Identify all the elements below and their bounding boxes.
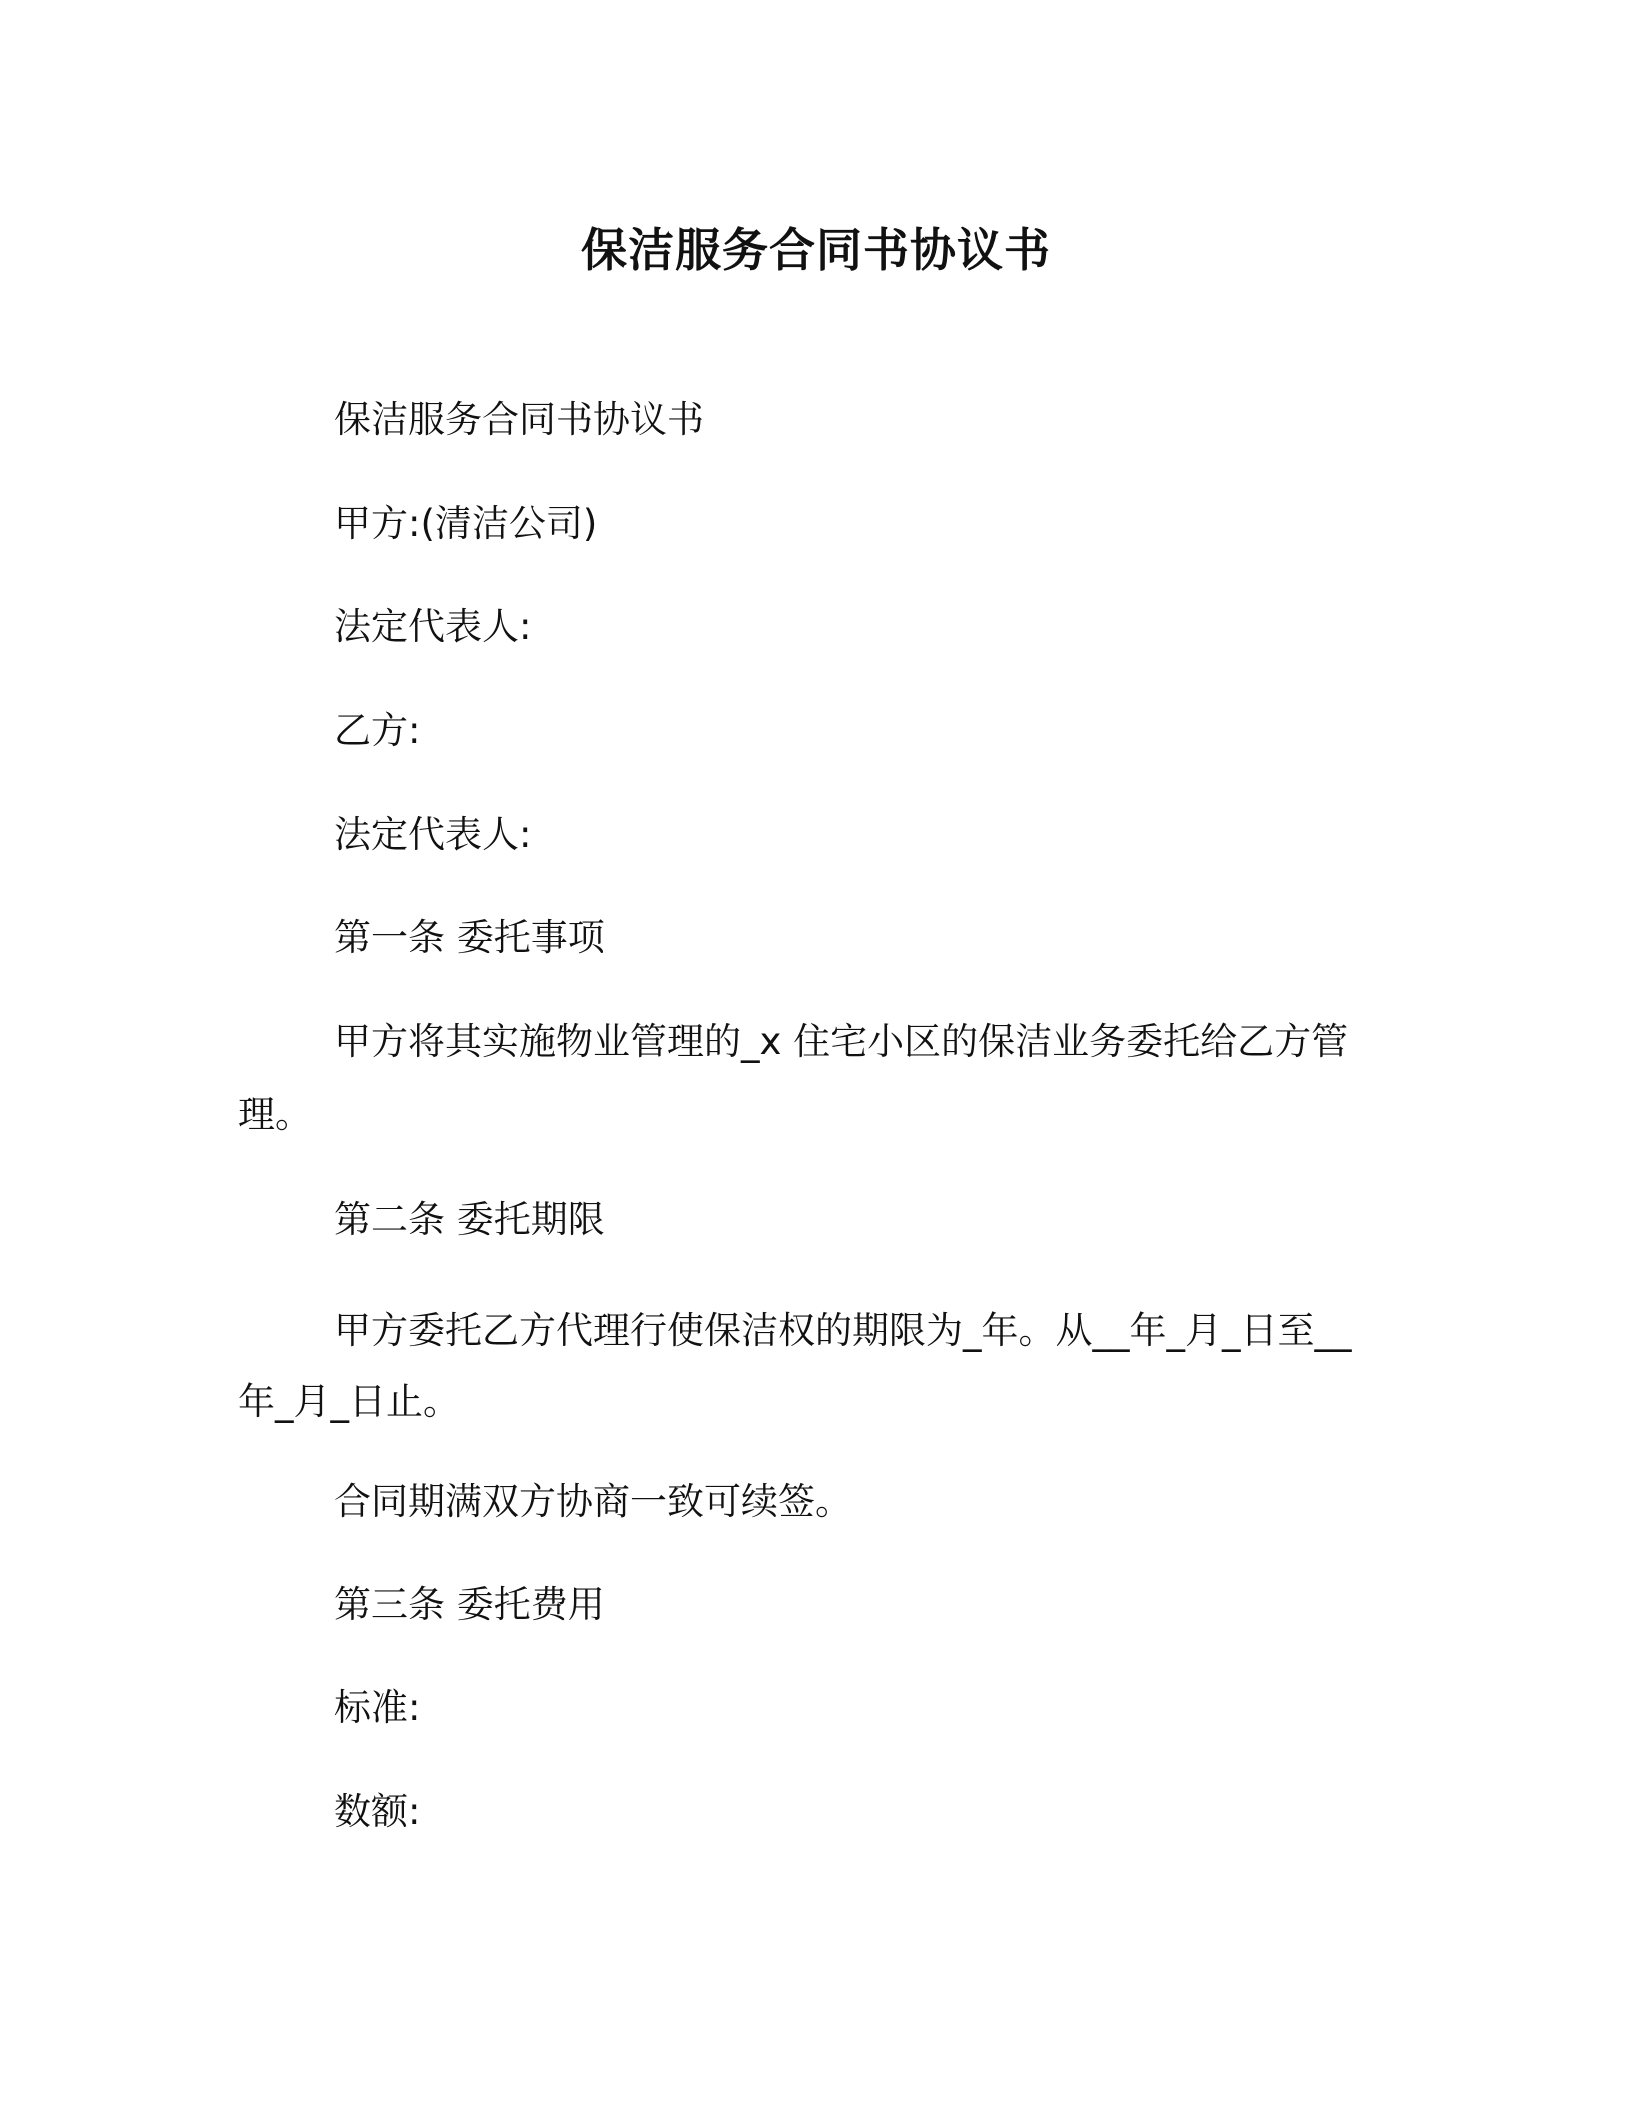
doc-line: 法定代表人: (334, 605, 532, 648)
section-heading: 第三条 委托费用 (334, 1583, 605, 1626)
doc-line: 保洁服务合同书协议书 (334, 398, 704, 441)
doc-line: 乙方: (334, 709, 421, 752)
doc-line: 标准: (334, 1686, 421, 1729)
doc-line: 甲方委托乙方代理行使保洁权的期限为_年。从__年_月_日至__ (334, 1309, 1352, 1352)
doc-line: 法定代表人: (334, 813, 532, 856)
doc-line: 合同期满双方协商一致可续签。 (334, 1480, 852, 1523)
doc-line: 甲方:(清洁公司) (334, 502, 598, 545)
doc-line: 数额: (334, 1790, 421, 1833)
doc-line: 甲方将其实施物业管理的_x 住宅小区的保洁业务委托给乙方管 (334, 1020, 1349, 1063)
section-heading: 第二条 委托期限 (334, 1198, 605, 1241)
section-heading: 第一条 委托事项 (334, 916, 605, 959)
doc-line-continuation: 理。 (238, 1093, 312, 1136)
document-title: 保洁服务合同书协议书 (581, 223, 1051, 277)
doc-line-continuation: 年_月_日止。 (238, 1380, 460, 1423)
